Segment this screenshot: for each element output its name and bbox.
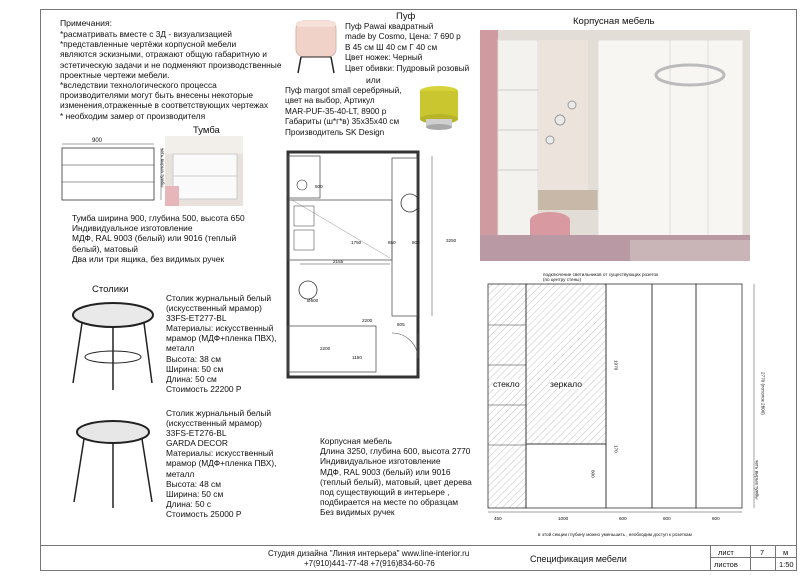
plan-dim-diameter: Ø500 bbox=[307, 298, 319, 303]
plan-dim-1150: 1150 bbox=[352, 355, 362, 360]
wardrobe-description: Корпусная мебель Длина 3250, глубина 600, высота 2770 Индивидуальное изготовление МДФ, RAL 9003 (белый) или 9016 (теплый белый), матовый, цвет дерева под существующий в интерьере , подбирается на месте по образцам Без видимых ручек bbox=[320, 436, 472, 518]
wardrobe-bottom-note: в этой секции глубину можно уменьшить , необходим доступ к розеткам bbox=[538, 532, 692, 537]
tumba-header: Тумба bbox=[193, 125, 220, 136]
stamp-phones: +7(910)441-77-48 +7(916)834-60-76 bbox=[304, 559, 435, 568]
pouf-pink-image bbox=[287, 18, 345, 76]
table1-description: Столик журнальный белый (искусственный мрамор) 33FS-ET277-BL Материалы: искусственный мрамор (МДФ+пленка ПВХ), металл Высота: 38 см Ширина: 50 см Длина: 50 см Стоимость 22200 Р bbox=[166, 293, 277, 394]
plan-dim-500: 500 bbox=[315, 184, 323, 189]
wardrobe-dim-1970: 1970 bbox=[613, 360, 619, 371]
stamp-divider-3 bbox=[775, 545, 776, 571]
wardrobe-mirror-label: зеркало bbox=[550, 379, 583, 389]
table2-description: Столик журнальный белый (искусственный мрамор) 33FS-ET276-BL GARDA DECOR Материалы: искусственный мрамор (МДФ+пленка ПВХ), металл Высота: 48 см Ширина: 50 см Длина: 50 с Стоимость 25000 Р bbox=[166, 408, 277, 519]
tumba-description: Тумба ширина 900, глубина 500, высота 650 Индивидуальное изготовление МДФ, RAL 9003 (белый) или 9016 (теплый белый), матовый Два или три ящика, без видимых ручек bbox=[72, 213, 245, 264]
stamp-sheet-value: 7 bbox=[760, 548, 765, 557]
stamp-row-line bbox=[710, 557, 797, 558]
wardrobe-bottom-dim-1000: 1000 bbox=[558, 516, 569, 521]
tumba-width-dim: 900 bbox=[92, 138, 103, 144]
table1-image bbox=[62, 295, 164, 395]
stamp-scale: 1:50 bbox=[779, 560, 794, 569]
pouf-header: Пуф bbox=[396, 11, 416, 22]
interior-photo bbox=[480, 30, 750, 261]
wardrobe-bottom-dim-450: 450 bbox=[494, 516, 502, 521]
stamp-m-label: м bbox=[783, 548, 789, 557]
pouf-yellow-image bbox=[415, 83, 463, 133]
plan-dim-2200-vertical: 2200 bbox=[362, 318, 373, 323]
stamp-studio: Студия дизайна "Линия интерьера" www.line-interior.ru bbox=[268, 549, 470, 558]
stamp-title: Спецификация мебели bbox=[530, 554, 627, 564]
floor-plan bbox=[282, 148, 442, 384]
plan-dim-3250: 3250 bbox=[446, 238, 457, 243]
wardrobe-bottom-dim-600-3: 600 bbox=[712, 516, 720, 521]
stamp-divider-2 bbox=[750, 545, 751, 571]
cabinet-header: Корпусная мебель bbox=[573, 16, 655, 27]
plan-dim-605: 605 bbox=[397, 322, 405, 327]
stamp-top-line bbox=[40, 545, 797, 546]
tables-header: Столики bbox=[92, 284, 129, 295]
tumba-photo bbox=[165, 136, 243, 206]
plan-dim-2200: 2200 bbox=[320, 346, 331, 351]
plan-dim-800: 800 bbox=[412, 240, 420, 245]
pouf-or-label: или bbox=[366, 75, 381, 85]
wardrobe-top-note: подключение светильников от существующих розеток (по центру стены) bbox=[543, 272, 659, 283]
wardrobe-glass-label: стекло bbox=[493, 379, 520, 389]
wardrobe-elevation bbox=[482, 280, 774, 542]
pouf-option-2: Пуф margot small серебряный, цвет на выбор, Артикул MAR-PUF-35-40-LT, 8900 р Габариты (ш*г*в) 35х35х40 см Производитель SK Design bbox=[285, 86, 402, 137]
notes-title: Примечания: bbox=[60, 18, 113, 28]
wardrobe-side-note: четь вырыа тумбы bbox=[754, 460, 760, 500]
stamp-divider-1 bbox=[710, 545, 711, 571]
pouf-option-1: Пуф Pawai квадратный made by Cosmo, Цена: 7 690 р В 45 см Ш 40 см Г 40 см Цвет ножек: Черный Цвет обивки: Пудровый розовый bbox=[345, 22, 470, 73]
wardrobe-bottom-dim-600-1: 600 bbox=[619, 516, 627, 521]
stamp-sheets-label: листов bbox=[714, 560, 738, 569]
plan-dim-2155: 2155 bbox=[333, 259, 344, 264]
wardrobe-dim-170: 170 bbox=[613, 445, 619, 453]
plan-dim-650: 650 bbox=[388, 240, 396, 245]
stamp-sheet-label: лист bbox=[718, 548, 734, 557]
wardrobe-height-dim: 2770 (потолок 2800) bbox=[760, 372, 766, 415]
plan-dim-1750: 1750 bbox=[351, 240, 362, 245]
wardrobe-bottom-dim-600-2: 600 bbox=[663, 516, 671, 521]
tumba-drawing bbox=[58, 140, 166, 202]
table2-image bbox=[62, 410, 164, 510]
tumba-side-note: четь вырыа тумбы bbox=[160, 148, 165, 188]
notes-text: *расматривать вместе с 3Д - визуализацией *представленные чертёжи корпусной мебели являются эскизными, отражают общую габаритную и эстетическую задачи и не подменяют производственные проектные чертежи мебели. *вследствии технологического процесса производителями могут быть внесены некоторые изменения,отраженные в соответствующих чертежах * необходим замер от производителя bbox=[60, 29, 282, 121]
wardrobe-dim-600: 600 bbox=[590, 470, 596, 478]
